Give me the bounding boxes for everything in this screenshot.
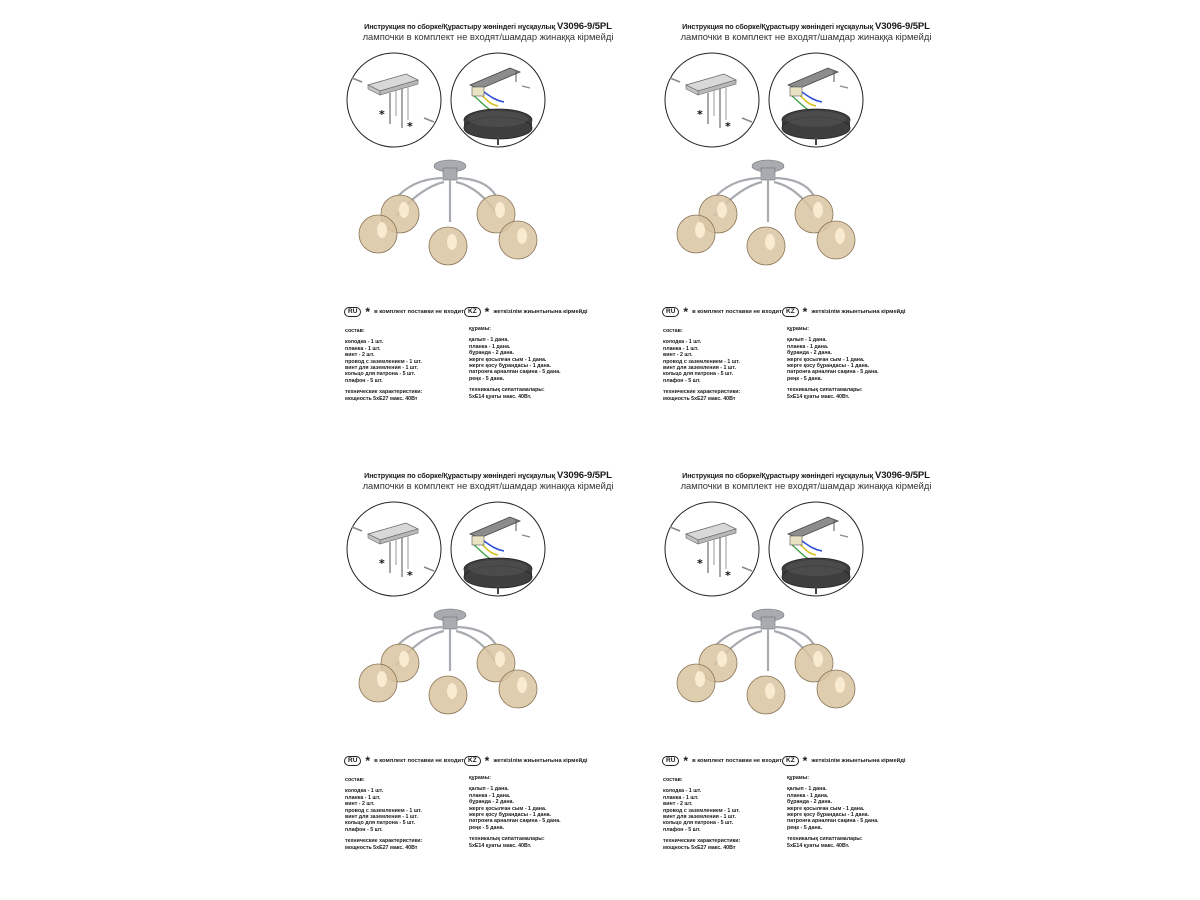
canopy-wiring-diagram: [769, 502, 863, 596]
star-icon: *: [725, 569, 731, 582]
ru-contents-list: [345, 339, 422, 384]
ru-contents-list: [663, 339, 740, 384]
list-item: реңк - 5 дана.: [787, 824, 823, 831]
kz-spec-heading: техникалық сипаттамалары:: [469, 836, 545, 843]
glass-shade: [677, 215, 715, 253]
glass-shade: [747, 676, 785, 714]
list-item: жерге қосылған сым - 1 дана.: [787, 805, 865, 812]
mounting-plate-diagram: [665, 502, 759, 596]
legend-ru: [344, 754, 464, 768]
list-item: жерге қосылған сым - 1 дана.: [787, 356, 865, 363]
kz-contents-list: [787, 786, 879, 831]
star-icon: *: [365, 754, 371, 768]
terminal-block: [472, 87, 484, 96]
list-item: винт - 2 шт.: [663, 801, 693, 808]
ru-badge: RU: [662, 756, 679, 766]
ru-spec-value: мощность 5xE27 макс. 40Вт: [663, 844, 736, 851]
list-item: планка - 1 шт.: [663, 794, 699, 801]
list-item: бұранда - 2 дана.: [469, 799, 514, 806]
star-icon: *: [697, 557, 703, 570]
star-icon: *: [683, 305, 689, 319]
list-item: кольцо для патрона - 5 шт.: [663, 371, 734, 378]
kz-contents-heading: құрамы:: [787, 775, 809, 781]
ru-spec-heading: технические характеристики:: [345, 838, 423, 845]
list-item: винт - 2 шт.: [345, 352, 375, 359]
list-item: қалып - 1 дана.: [469, 786, 509, 793]
ru-contents-list: [663, 788, 740, 833]
kz-contents: [469, 775, 561, 849]
assembly-illustration: [338, 0, 638, 300]
mounting-plate-diagram: [347, 53, 441, 147]
kz-contents-list: [469, 786, 561, 831]
model-number: V3096-9/5PL: [556, 21, 612, 32]
list-item: планка - 1 дана.: [469, 343, 511, 350]
ru-contents-heading: состав:: [663, 777, 683, 783]
sheet-subtitle: лампочки в комплект не входят/шамдар жинаққа кірмейді: [362, 480, 614, 491]
list-item: планка - 1 шт.: [345, 345, 381, 352]
glass-shade: [359, 215, 397, 253]
list-item: планка - 1 шт.: [663, 345, 699, 352]
list-item: бұранда - 2 дана.: [787, 799, 832, 806]
glass-shade: [429, 676, 467, 714]
ru-contents: [663, 777, 740, 851]
assembly-illustration: [338, 449, 638, 749]
kz-spec-value: 5xE14 қуаты макс. 40Вт.: [787, 842, 850, 849]
list-item: реңк - 5 дана.: [469, 824, 505, 831]
sheet-subtitle: лампочки в комплект не входят/шамдар жинаққа кірмейді: [362, 31, 614, 42]
kz-badge: KZ: [782, 756, 799, 766]
canopy-wiring-diagram: [451, 502, 545, 596]
list-item: қалып - 1 дана.: [787, 337, 827, 344]
list-item: провод с заземлением - 1 шт.: [663, 807, 740, 814]
list-item: планка - 1 шт.: [345, 794, 381, 801]
list-item: провод с заземлением - 1 шт.: [663, 358, 740, 365]
legend-kz: [464, 754, 588, 768]
ru-spec-value: мощность 5xE27 макс. 40Вт: [663, 395, 736, 402]
star-icon: *: [802, 754, 808, 768]
list-item: жерге қосу бұрандасы - 1 дана.: [787, 363, 870, 370]
list-item: колодка - 1 шт.: [345, 788, 384, 795]
assembly-illustration: [656, 0, 956, 300]
star-icon: *: [802, 305, 808, 319]
list-item: винт - 2 шт.: [663, 352, 693, 359]
list-item: планка - 1 дана.: [469, 792, 511, 799]
glass-shade: [747, 227, 785, 265]
canopy-wiring-diagram: [769, 53, 863, 147]
kz-contents-list: [787, 337, 879, 382]
star-icon: *: [365, 305, 371, 319]
list-item: кольцо для патрона - 5 шт.: [345, 820, 416, 827]
kz-spec-heading: техникалық сипаттамалары:: [787, 387, 863, 394]
list-item: провод с заземлением - 1 шт.: [345, 358, 422, 365]
legend-kz-text: жеткізілім жиынтығына кірмейді: [811, 309, 906, 315]
kz-contents: [469, 326, 561, 400]
list-item: бұранда - 2 дана.: [469, 350, 514, 357]
ru-spec-heading: технические характеристики:: [663, 838, 741, 845]
ru-spec-value: мощность 5xE27 макс. 40Вт: [345, 395, 418, 402]
terminal-block: [790, 87, 802, 96]
kz-contents: [787, 775, 879, 849]
star-icon: *: [407, 120, 413, 133]
legend-ru: [662, 305, 782, 319]
star-icon: *: [725, 120, 731, 133]
instruction-sheet: [338, 449, 638, 889]
star-icon: *: [379, 557, 385, 570]
legend-kz: [782, 754, 906, 768]
list-item: плафон - 5 шт.: [663, 377, 701, 384]
list-item: реңк - 5 дана.: [787, 375, 823, 382]
model-number: V3096-9/5PL: [874, 470, 930, 481]
kz-spec-value: 5xE14 қуаты макс. 40Вт.: [469, 393, 532, 400]
title-text: Инструкция по сборке/Құрастыру жөніндегі нұсқаулық: [364, 22, 556, 31]
list-item: винт для заземления - 1 шт.: [345, 814, 418, 821]
star-icon: *: [484, 305, 490, 319]
kz-contents: [787, 326, 879, 400]
list-item: винт - 2 шт.: [345, 801, 375, 808]
chandelier-illustration: [359, 609, 537, 714]
model-number: V3096-9/5PL: [556, 470, 612, 481]
list-item: патронға арналған сақина - 5 дана.: [469, 818, 561, 825]
kz-badge: KZ: [464, 307, 481, 317]
kz-badge: KZ: [782, 307, 799, 317]
kz-contents-heading: құрамы:: [787, 326, 809, 332]
legend-ru-text: в комплект поставки не входит: [374, 758, 464, 764]
list-item: жерге қосылған сым - 1 дана.: [469, 356, 547, 363]
chandelier-illustration: [359, 160, 537, 265]
title-text: Инструкция по сборке/Құрастыру жөніндегі нұсқаулық: [682, 471, 874, 480]
ru-spec-value: мощность 5xE27 макс. 40Вт: [345, 844, 418, 851]
legend-ru-text: в комплект поставки не входит: [374, 309, 464, 315]
list-item: бұранда - 2 дана.: [787, 350, 832, 357]
model-number: V3096-9/5PL: [874, 21, 930, 32]
star-icon: *: [683, 754, 689, 768]
ru-contents-heading: состав:: [663, 328, 683, 334]
mounting-plate-diagram: [665, 53, 759, 147]
title-text: Инструкция по сборке/Құрастыру жөніндегі нұсқаулық: [364, 471, 556, 480]
list-item: жерге қосу бұрандасы - 1 дана.: [469, 812, 552, 819]
sheet-subtitle: лампочки в комплект не входят/шамдар жинаққа кірмейді: [680, 480, 932, 491]
legend-kz: [782, 305, 906, 319]
kz-spec-value: 5xE14 қуаты макс. 40Вт.: [469, 842, 532, 849]
list-item: колодка - 1 шт.: [345, 339, 384, 346]
glass-shade: [817, 670, 855, 708]
list-item: колодка - 1 шт.: [663, 339, 702, 346]
ru-contents: [345, 777, 422, 851]
kz-contents-list: [469, 337, 561, 382]
star-icon: *: [379, 108, 385, 121]
terminal-block: [790, 536, 802, 545]
ru-spec-heading: технические характеристики:: [663, 389, 741, 396]
instruction-sheet: [656, 0, 956, 440]
sheet-subtitle: лампочки в комплект не входят/шамдар жинаққа кірмейді: [680, 31, 932, 42]
chandelier-illustration: [677, 609, 855, 714]
glass-shade: [499, 670, 537, 708]
list-item: патронға арналған сақина - 5 дана.: [787, 369, 879, 376]
list-item: кольцо для патрона - 5 шт.: [663, 820, 734, 827]
ru-badge: RU: [344, 307, 361, 317]
star-icon: *: [407, 569, 413, 582]
glass-shade: [359, 664, 397, 702]
ru-contents-heading: состав:: [345, 777, 365, 783]
kz-contents-heading: құрамы:: [469, 775, 491, 781]
ru-badge: RU: [662, 307, 679, 317]
list-item: патронға арналған сақина - 5 дана.: [469, 369, 561, 376]
ru-spec-heading: технические характеристики:: [345, 389, 423, 396]
instruction-sheet: [338, 0, 638, 440]
legend-kz-text: жеткізілім жиынтығына кірмейді: [493, 758, 588, 764]
assembly-illustration: [656, 449, 956, 749]
canopy-wiring-diagram: [451, 53, 545, 147]
ru-contents-heading: состав:: [345, 328, 365, 334]
glass-shade: [429, 227, 467, 265]
legend-ru-text: в комплект поставки не входит: [692, 758, 782, 764]
terminal-block: [472, 536, 484, 545]
list-item: патронға арналған сақина - 5 дана.: [787, 818, 879, 825]
legend-kz-text: жеткізілім жиынтығына кірмейді: [811, 758, 906, 764]
mounting-plate-diagram: [347, 502, 441, 596]
kz-spec-value: 5xE14 қуаты макс. 40Вт.: [787, 393, 850, 400]
instruction-sheet: [656, 449, 956, 889]
list-item: провод с заземлением - 1 шт.: [345, 807, 422, 814]
legend-kz-text: жеткізілім жиынтығына кірмейді: [493, 309, 588, 315]
list-item: плафон - 5 шт.: [663, 826, 701, 833]
list-item: плафон - 5 шт.: [345, 826, 383, 833]
glass-shade: [499, 221, 537, 259]
list-item: қалып - 1 дана.: [787, 786, 827, 793]
star-icon: *: [484, 754, 490, 768]
legend-ru: [662, 754, 782, 768]
legend-kz: [464, 305, 588, 319]
ru-contents-list: [345, 788, 422, 833]
legend-ru: [344, 305, 464, 319]
kz-badge: KZ: [464, 756, 481, 766]
list-item: планка - 1 дана.: [787, 343, 829, 350]
list-item: винт для заземления - 1 шт.: [663, 365, 736, 372]
ru-contents: [663, 328, 740, 402]
list-item: планка - 1 дана.: [787, 792, 829, 799]
chandelier-illustration: [677, 160, 855, 265]
kz-spec-heading: техникалық сипаттамалары:: [469, 387, 545, 394]
kz-spec-heading: техникалық сипаттамалары:: [787, 836, 863, 843]
list-item: кольцо для патрона - 5 шт.: [345, 371, 416, 378]
glass-shade: [677, 664, 715, 702]
list-item: реңк - 5 дана.: [469, 375, 505, 382]
list-item: жерге қосу бұрандасы - 1 дана.: [787, 812, 870, 819]
list-item: қалып - 1 дана.: [469, 337, 509, 344]
legend-ru-text: в комплект поставки не входит: [692, 309, 782, 315]
title-text: Инструкция по сборке/Құрастыру жөніндегі нұсқаулық: [682, 22, 874, 31]
list-item: колодка - 1 шт.: [663, 788, 702, 795]
ru-badge: RU: [344, 756, 361, 766]
list-item: плафон - 5 шт.: [345, 377, 383, 384]
list-item: жерге қосылған сым - 1 дана.: [469, 805, 547, 812]
list-item: жерге қосу бұрандасы - 1 дана.: [469, 363, 552, 370]
kz-contents-heading: құрамы:: [469, 326, 491, 332]
list-item: винт для заземления - 1 шт.: [663, 814, 736, 821]
ru-contents: [345, 328, 422, 402]
star-icon: *: [697, 108, 703, 121]
list-item: винт для заземления - 1 шт.: [345, 365, 418, 372]
glass-shade: [817, 221, 855, 259]
